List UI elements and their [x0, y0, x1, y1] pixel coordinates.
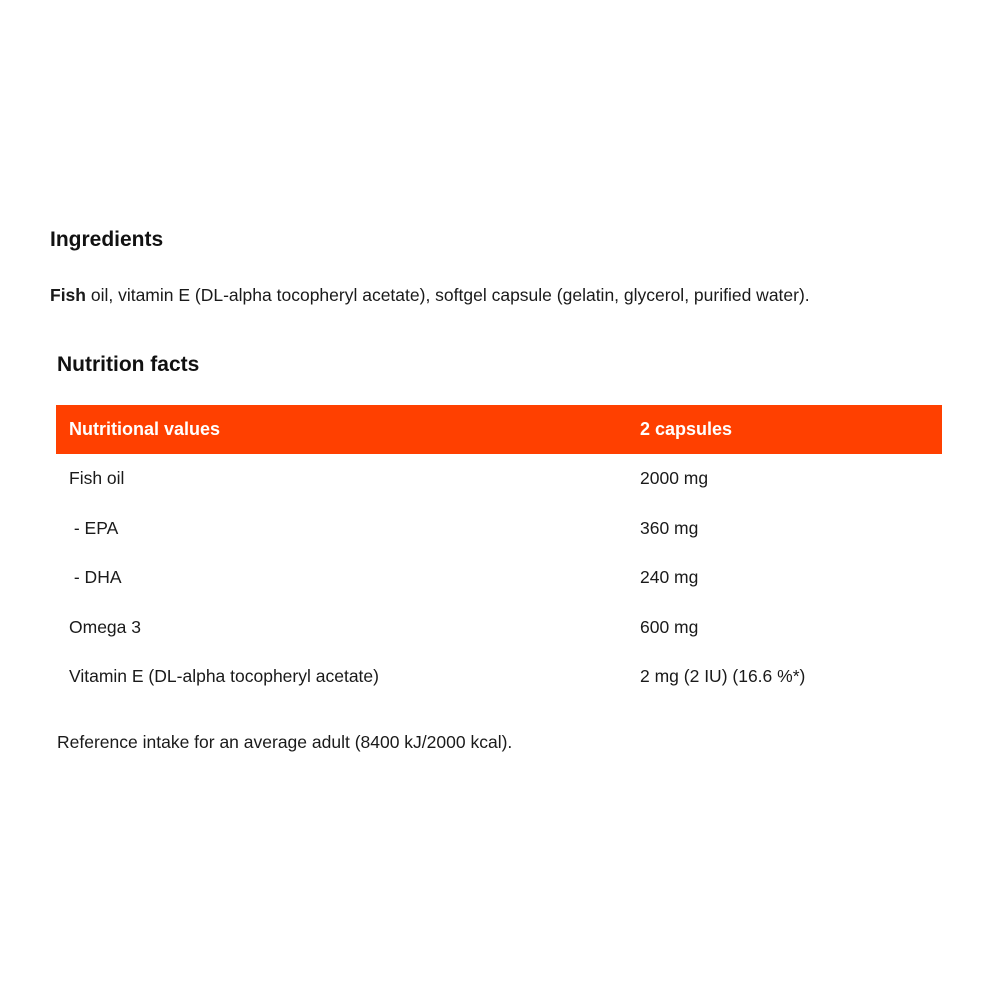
nutrition-table — [56, 405, 942, 702]
nutrient-name: Fish oil — [69, 468, 125, 489]
nutrient-name: Omega 3 — [69, 616, 141, 637]
nutrition-facts-heading: Nutrition facts — [57, 353, 200, 376]
nutrient-value: 360 mg — [640, 517, 699, 538]
table-row — [56, 454, 942, 504]
nutrient-value: 2 mg (2 IU) (16.6 %*) — [640, 666, 806, 687]
nutrient-name: - EPA — [69, 517, 119, 538]
ingredients-list: oil, vitamin E (DL-alpha tocopheryl acetate), softgel capsule (gelatin, glycerol, purified water). — [85, 285, 810, 305]
ingredients-heading: Ingredients — [50, 228, 164, 251]
nutrient-value: 600 mg — [640, 616, 699, 637]
header-row — [56, 405, 942, 454]
nutrition-table-header — [56, 405, 942, 454]
table-row — [56, 553, 942, 603]
table-row — [56, 504, 942, 554]
nutrient-name: - DHA — [69, 567, 122, 588]
table-row — [56, 603, 942, 653]
header-serving-size: 2 capsules — [640, 419, 733, 439]
table-row — [56, 652, 942, 702]
reference-intake-note: Reference intake for an average adult (8400 kJ/2000 kcal). — [57, 732, 513, 752]
ingredients-text — [50, 285, 810, 306]
header-nutritional-values: Nutritional values — [69, 419, 221, 439]
nutrient-value: 240 mg — [640, 567, 699, 588]
nutrition-table-body — [56, 454, 942, 702]
ingredients-bold-lead: Fish — [50, 285, 86, 305]
nutrient-value: 2000 mg — [640, 468, 709, 489]
nutrient-name: Vitamin E (DL-alpha tocopheryl acetate) — [69, 666, 379, 687]
